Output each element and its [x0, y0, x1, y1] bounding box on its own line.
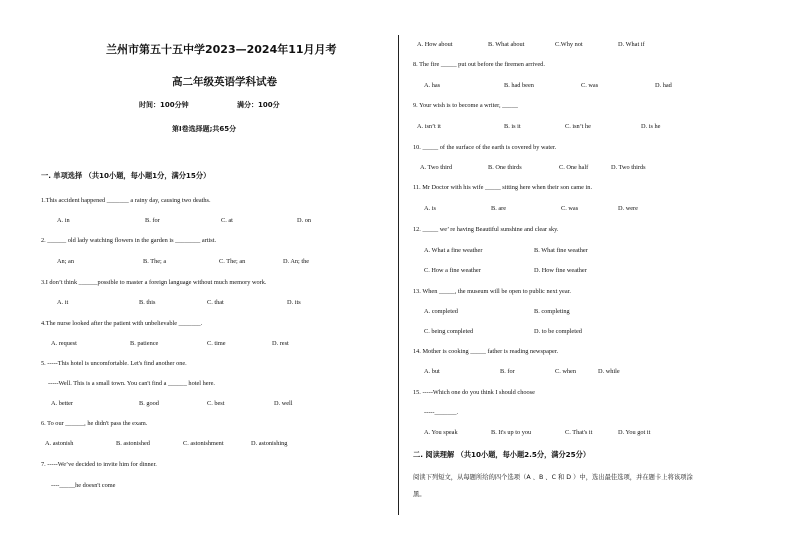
option: B. What fine weather — [534, 247, 588, 254]
question-stem: 12. _____ we’ re having Beautiful sunshine and clear sky. — [413, 226, 559, 233]
option: D. were — [618, 205, 638, 212]
question-stem: 7. -----We’ve decided to invite him for dinner. — [41, 461, 157, 468]
option: C. at — [221, 217, 233, 224]
option: A. isn’t it — [417, 123, 441, 130]
option: A. it — [57, 299, 69, 306]
option: B. patience — [130, 340, 159, 347]
option: A. is — [424, 205, 436, 212]
question-stem: 9. Your wish is to become a writer, _____ — [413, 102, 518, 109]
option: A. but — [424, 368, 440, 375]
option: C. being completed — [424, 328, 474, 335]
exam-title: 高二年级英语学科试卷 — [172, 76, 277, 88]
option: A. better — [51, 400, 74, 407]
option: C. was — [561, 205, 579, 212]
column-divider — [398, 35, 399, 515]
option: B. completing — [534, 308, 570, 315]
question-stem: 11. Mr Doctor with his wife _____ sitting here when their son came in. — [413, 184, 593, 191]
question-stem: 6. To our ______, he didn't pass the exam. — [41, 420, 148, 427]
option: C. How a fine weather — [424, 267, 481, 274]
option: A. How about — [417, 41, 453, 48]
option: A. Two third — [420, 164, 453, 171]
question-stem: 14. Mother is cooking _____ father is reading newspaper. — [413, 348, 559, 355]
part1-label: 第Ⅰ卷选择题;共65分 — [172, 125, 237, 133]
option: B. are — [491, 205, 507, 212]
section2-instruction: 阅读下列短文，从每题所给的四个选项（A 、B 、C 和 D ）中，选出最佳选项，并在题卡上将该项涂 — [413, 474, 693, 481]
question-dialogue-line: -----Well. This is a small town. You can't find a ______ hotel here. — [48, 380, 215, 387]
option: B. What about — [488, 41, 525, 48]
option: C. astonishment — [183, 440, 224, 447]
option: B. good — [139, 400, 159, 407]
score-label: 满分：100分 — [237, 101, 280, 109]
option: C.Why not — [555, 41, 583, 48]
option: D. You got it — [618, 429, 651, 436]
option: D. its — [287, 299, 301, 306]
option: D. What if — [618, 41, 645, 48]
option: An; an — [57, 258, 74, 265]
option: D. astonishing — [251, 440, 288, 447]
option: A. in — [57, 217, 70, 224]
option: A. completed — [424, 308, 458, 315]
option: C. that — [207, 299, 224, 306]
option: A. What a fine weather — [424, 247, 483, 254]
option: C. was — [581, 82, 599, 89]
question-stem: 8. The fire _____ put out before the firemen arrived. — [413, 61, 545, 68]
option: C. when — [555, 368, 576, 375]
option: C. best — [207, 400, 225, 407]
option: C. isn’t he — [565, 123, 591, 130]
option: C. The; an — [219, 258, 246, 265]
option: D. An; the — [283, 258, 310, 265]
option: A. request — [51, 340, 77, 347]
school-title: 兰州市第五十五中学2023—2024年11月月考 — [106, 43, 337, 56]
option: B. had been — [504, 82, 534, 89]
option: A. has — [424, 82, 441, 89]
option: B. One thirds — [488, 164, 522, 171]
option: D. How fine weather — [534, 267, 587, 274]
option: A. astonish — [45, 440, 74, 447]
option: D. well — [274, 400, 293, 407]
section2-heading: 二. 阅读理解 （共10小题，每小题2.5分，满分25分） — [413, 450, 591, 459]
question-stem: 15. -----Which one do you think I should choose — [413, 389, 535, 396]
question-stem: 13. When _____, the museum will be open to public next year. — [413, 288, 571, 295]
option: B. astonished — [116, 440, 150, 447]
option: B. is it — [504, 123, 521, 130]
option: B. this — [139, 299, 156, 306]
option: D. while — [598, 368, 620, 375]
question-stem: 10. _____ of the surface of the earth is covered by water. — [413, 144, 557, 151]
question-stem: 3.I don’t think ______possible to master a foreign language without much memory work. — [41, 279, 267, 286]
option: B. for — [145, 217, 160, 224]
option: B. The; a — [143, 258, 167, 265]
question-stem: 5. -----This hotel is uncomfortable. Let's find another one. — [41, 360, 187, 367]
option: D. Two thirds — [611, 164, 646, 171]
option: C. One half — [559, 164, 589, 171]
section1-heading: 一. 单项选择 （共10小题，每小题1分，满分15分） — [41, 171, 211, 180]
option: D. to be completed — [534, 328, 582, 335]
question-stem: 1.This accident happened _______ a rainy day, causing two deaths. — [41, 197, 211, 204]
option: C. That's it — [565, 429, 593, 436]
section2-instruction-cont: 黑。 — [413, 491, 426, 498]
option: B. It's up to you — [491, 429, 532, 436]
option: C. time — [207, 340, 226, 347]
question-dialogue-line: ----_____he doesn't come — [51, 482, 116, 489]
time-label: 时间：100分钟 — [139, 101, 189, 109]
question-stem: 2. ______ old lady watching flowers in the garden is ________ artist. — [41, 237, 217, 244]
option: D. is he — [641, 123, 661, 130]
option: D. rest — [272, 340, 289, 347]
question-stem: 4.The nurse looked after the patient with unbelievable _______. — [41, 320, 203, 327]
option: D. had — [655, 82, 672, 89]
option: B. for — [500, 368, 515, 375]
option: A. You speak — [424, 429, 458, 436]
option: D. on — [297, 217, 311, 224]
question-dialogue-line: -----_______. — [424, 409, 459, 416]
